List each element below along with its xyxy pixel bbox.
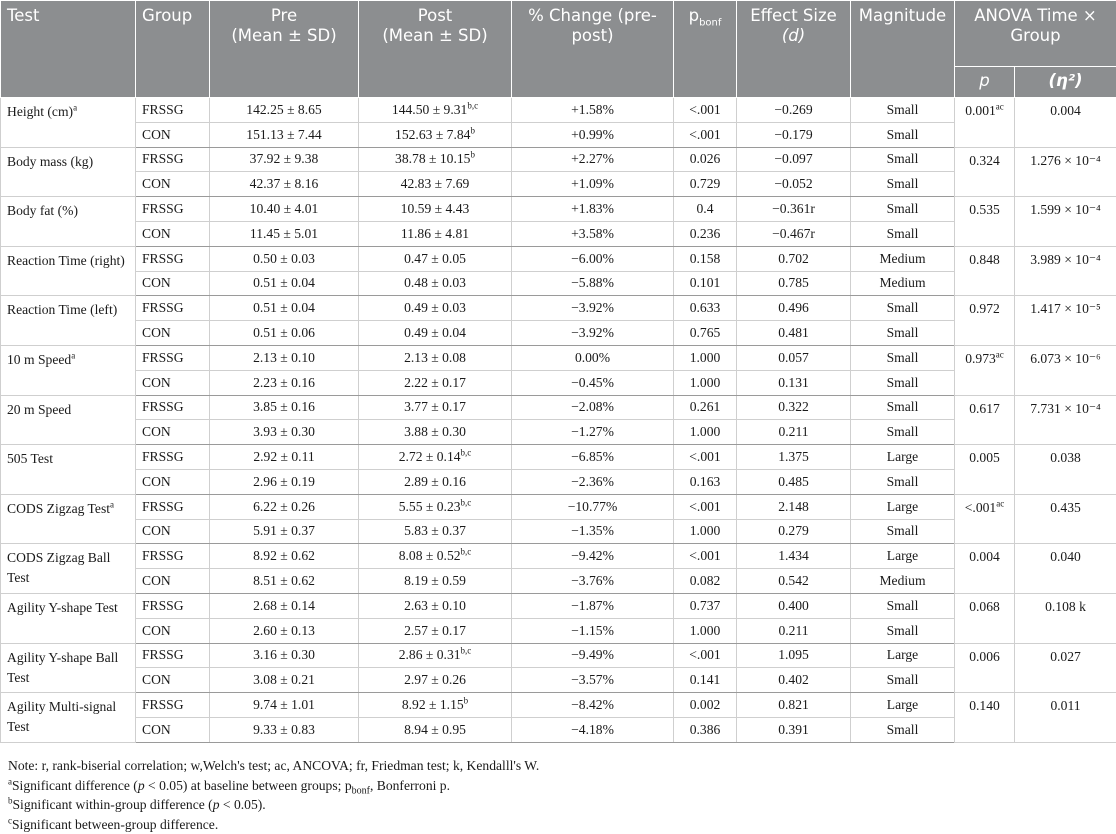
cell-group: CON <box>136 221 210 246</box>
cell-effect-size: 0.785 <box>737 271 851 296</box>
cell-change: −3.92% <box>512 296 674 321</box>
table-row <box>1 197 1116 222</box>
cell-group: FRSSG <box>136 345 210 370</box>
table-row <box>1 494 1116 519</box>
cell-magnitude: Small <box>851 98 955 123</box>
cell-anova-eta: 0.027 <box>1015 643 1116 693</box>
cell-pre: 0.50 ± 0.03 <box>210 246 359 271</box>
cell-anova-p: 0.001$^{ac}$ <box>955 98 1015 148</box>
cell-change: −1.15% <box>512 618 674 643</box>
cell-post: $2.86 \pm 0.31^{b,c}$ <box>359 643 512 668</box>
cell-pre: 2.68 ± 0.14 <box>210 593 359 618</box>
table-row <box>1 643 1116 668</box>
cell-group: FRSSG <box>136 643 210 668</box>
cell-change: −3.57% <box>512 668 674 693</box>
cell-magnitude: Small <box>851 519 955 544</box>
table-row <box>1 469 1116 494</box>
cell-magnitude: Small <box>851 395 955 420</box>
cell-pbonf: <.001 <box>674 494 737 519</box>
cell-pre: 0.51 ± 0.06 <box>210 321 359 346</box>
cell-pbonf: 1.000 <box>674 370 737 395</box>
cell-pbonf: <.001 <box>674 98 737 123</box>
cell-anova-p: 0.004 <box>955 544 1015 594</box>
cell-change: −8.42% <box>512 693 674 718</box>
cell-group: CON <box>136 717 210 742</box>
cell-test: Reaction Time (right) <box>1 246 136 296</box>
cell-magnitude: Large <box>851 693 955 718</box>
table-row <box>1 519 1116 544</box>
cell-effect-size: −0.179 <box>737 122 851 147</box>
cell-anova-eta: 1.417 × 10⁻⁵ <box>1015 296 1116 346</box>
cell-pbonf: <.001 <box>674 544 737 569</box>
cell-magnitude: Medium <box>851 246 955 271</box>
cell-pbonf: <.001 <box>674 445 737 470</box>
cell-pre: 2.23 ± 0.16 <box>210 370 359 395</box>
cell-pre: 9.33 ± 0.83 <box>210 717 359 742</box>
table-row <box>1 296 1116 321</box>
cell-pre: 9.74 ± 1.01 <box>210 693 359 718</box>
cell-post: 2.97 ± 0.26 <box>359 668 512 693</box>
cell-anova-p: 0.973$^{ac}$ <box>955 345 1015 395</box>
table-row <box>1 345 1116 370</box>
cell-pre: 3.93 ± 0.30 <box>210 420 359 445</box>
cell-group: CON <box>136 122 210 147</box>
cell-change: −1.35% <box>512 519 674 544</box>
table-row <box>1 147 1116 172</box>
cell-anova-p: 0.324 <box>955 147 1015 197</box>
cell-change: −2.08% <box>512 395 674 420</box>
cell-effect-size: −0.467r <box>737 221 851 246</box>
cell-group: FRSSG <box>136 494 210 519</box>
cell-anova-eta: 0.040 <box>1015 544 1116 594</box>
note-abbreviations: Note: r, rank-biserial correlation; w,Welch's test; ac, ANCOVA; fr, Friedman test; k, Kendalll's W. <box>8 758 540 773</box>
cell-post: 3.77 ± 0.17 <box>359 395 512 420</box>
cell-group: CON <box>136 519 210 544</box>
cell-test: Reaction Time (left) <box>1 296 136 346</box>
cell-test: CODS Zigzag Test$^a$ <box>1 494 136 544</box>
cell-magnitude: Small <box>851 122 955 147</box>
cell-anova-p: <.001$^{ac}$ <box>955 494 1015 544</box>
cell-pbonf: 0.082 <box>674 569 737 594</box>
note-b: $^b$Significant within-group difference (p < 0.05). <box>8 795 266 812</box>
cell-pre: 3.85 ± 0.16 <box>210 395 359 420</box>
cell-anova-p: 0.848 <box>955 246 1015 296</box>
cell-effect-size: −0.361r <box>737 197 851 222</box>
cell-effect-size: 2.148 <box>737 494 851 519</box>
cell-change: +1.58% <box>512 98 674 123</box>
cell-pbonf: <.001 <box>674 643 737 668</box>
cell-pre: 10.40 ± 4.01 <box>210 197 359 222</box>
cell-post: 11.86 ± 4.81 <box>359 221 512 246</box>
cell-change: −9.42% <box>512 544 674 569</box>
cell-test: Height (cm)$^a$ <box>1 98 136 148</box>
col-header-group: Group <box>136 1 210 98</box>
cell-post: 8.94 ± 0.95 <box>359 717 512 742</box>
cell-pre: 42.37 ± 8.16 <box>210 172 359 197</box>
cell-anova-eta: 0.004 <box>1015 98 1116 148</box>
cell-change: −0.45% <box>512 370 674 395</box>
cell-magnitude: Small <box>851 618 955 643</box>
cell-effect-size: 0.481 <box>737 321 851 346</box>
cell-pbonf: <.001 <box>674 122 737 147</box>
table-row <box>1 593 1116 618</box>
cell-pre: 2.96 ± 0.19 <box>210 469 359 494</box>
cell-pre: 5.91 ± 0.37 <box>210 519 359 544</box>
cell-change: −9.49% <box>512 643 674 668</box>
cell-pbonf: 0.101 <box>674 271 737 296</box>
cell-post: 10.59 ± 4.43 <box>359 197 512 222</box>
table-row <box>1 321 1116 346</box>
cell-magnitude: Small <box>851 668 955 693</box>
cell-anova-p: 0.068 <box>955 593 1015 643</box>
cell-pbonf: 0.633 <box>674 296 737 321</box>
table-row <box>1 618 1116 643</box>
cell-effect-size: 0.402 <box>737 668 851 693</box>
cell-group: FRSSG <box>136 544 210 569</box>
cell-post: 0.47 ± 0.05 <box>359 246 512 271</box>
cell-post: 8.92 ± 1.15$^b$ <box>359 693 512 718</box>
cell-pre: 3.16 ± 0.30 <box>210 643 359 668</box>
table-row <box>1 420 1116 445</box>
cell-group: FRSSG <box>136 147 210 172</box>
cell-effect-size: 0.400 <box>737 593 851 618</box>
cell-pre: 11.45 ± 5.01 <box>210 221 359 246</box>
cell-test: 20 m Speed <box>1 395 136 445</box>
cell-change: −5.88% <box>512 271 674 296</box>
note-a: $^a$Significant difference (p < 0.05) at baseline between groups; $p_{bonf}$, Bonferroni p. <box>8 775 451 797</box>
cell-post: 2.57 ± 0.17 <box>359 618 512 643</box>
cell-pbonf: 0.729 <box>674 172 737 197</box>
cell-effect-size: 0.391 <box>737 717 851 742</box>
cell-effect-size: 1.434 <box>737 544 851 569</box>
cell-effect-size: 0.211 <box>737 618 851 643</box>
cell-anova-eta: 6.073 × 10⁻⁶ <box>1015 345 1116 395</box>
cell-post: $8.08 \pm 0.52^{b,c}$ <box>359 544 512 569</box>
cell-effect-size: 0.211 <box>737 420 851 445</box>
cell-post: $2.72 \pm 0.14^{b,c}$ <box>359 445 512 470</box>
cell-anova-eta: 0.108 k <box>1015 593 1116 643</box>
cell-test: CODS Zigzag Ball Test <box>1 544 136 594</box>
table-row <box>1 569 1116 594</box>
cell-effect-size: −0.097 <box>737 147 851 172</box>
col-header-pre: Pre (Mean ± SD) <box>210 1 359 98</box>
cell-anova-p: 0.005 <box>955 445 1015 495</box>
cell-change: −4.18% <box>512 717 674 742</box>
cell-pbonf: 0.026 <box>674 147 737 172</box>
cell-effect-size: 1.095 <box>737 643 851 668</box>
cell-change: −10.77% <box>512 494 674 519</box>
col-header-anova-eta: (η²) <box>1015 67 1116 98</box>
cell-effect-size: 0.485 <box>737 469 851 494</box>
cell-anova-eta: 0.435 <box>1015 494 1116 544</box>
cell-change: −2.36% <box>512 469 674 494</box>
cell-anova-eta: 1.276 × 10⁻⁴ <box>1015 147 1116 197</box>
cell-post: 2.13 ± 0.08 <box>359 345 512 370</box>
cell-magnitude: Medium <box>851 271 955 296</box>
cell-post: 42.83 ± 7.69 <box>359 172 512 197</box>
cell-magnitude: Small <box>851 345 955 370</box>
cell-effect-size: 0.702 <box>737 246 851 271</box>
cell-group: CON <box>136 668 210 693</box>
col-header-magnitude: Magnitude <box>851 1 955 98</box>
table-row <box>1 271 1116 296</box>
cell-post: 0.49 ± 0.04 <box>359 321 512 346</box>
cell-pre: 142.25 ± 8.65 <box>210 98 359 123</box>
cell-anova-eta: 1.599 × 10⁻⁴ <box>1015 197 1116 247</box>
cell-magnitude: Small <box>851 593 955 618</box>
cell-pre: 0.51 ± 0.04 <box>210 271 359 296</box>
table-row <box>1 668 1116 693</box>
cell-pre: 0.51 ± 0.04 <box>210 296 359 321</box>
cell-group: FRSSG <box>136 395 210 420</box>
cell-group: FRSSG <box>136 246 210 271</box>
cell-post: 5.83 ± 0.37 <box>359 519 512 544</box>
table-row <box>1 544 1116 569</box>
cell-magnitude: Small <box>851 321 955 346</box>
cell-pbonf: 0.002 <box>674 693 737 718</box>
cell-effect-size: 0.322 <box>737 395 851 420</box>
cell-effect-size: 0.542 <box>737 569 851 594</box>
cell-pbonf: 0.141 <box>674 668 737 693</box>
cell-pre: 2.13 ± 0.10 <box>210 345 359 370</box>
cell-pbonf: 0.163 <box>674 469 737 494</box>
table-row <box>1 172 1116 197</box>
cell-anova-p: 0.535 <box>955 197 1015 247</box>
cell-magnitude: Small <box>851 147 955 172</box>
cell-pbonf: 0.4 <box>674 197 737 222</box>
cell-test: Agility Multi-signal Test <box>1 693 136 743</box>
cell-group: FRSSG <box>136 693 210 718</box>
cell-magnitude: Large <box>851 643 955 668</box>
cell-effect-size: 0.279 <box>737 519 851 544</box>
cell-magnitude: Large <box>851 544 955 569</box>
table-row <box>1 717 1116 742</box>
cell-pre: 2.92 ± 0.11 <box>210 445 359 470</box>
table-row <box>1 246 1116 271</box>
cell-test: Body mass (kg) <box>1 147 136 197</box>
cell-effect-size: 0.131 <box>737 370 851 395</box>
cell-change: +1.09% <box>512 172 674 197</box>
cell-change: −1.27% <box>512 420 674 445</box>
cell-pbonf: 0.158 <box>674 246 737 271</box>
col-header-anova: ANOVA Time × Group <box>955 1 1116 67</box>
cell-test: Agility Y-shape Ball Test <box>1 643 136 693</box>
table-row <box>1 98 1116 123</box>
cell-effect-size: 0.057 <box>737 345 851 370</box>
cell-group: FRSSG <box>136 296 210 321</box>
cell-test: 505 Test <box>1 445 136 495</box>
table-row <box>1 395 1116 420</box>
cell-magnitude: Small <box>851 221 955 246</box>
cell-group: CON <box>136 321 210 346</box>
cell-magnitude: Small <box>851 172 955 197</box>
cell-post: 8.19 ± 0.59 <box>359 569 512 594</box>
col-header-pbonf: $p_{bonf}$ <box>674 1 737 98</box>
cell-change: −1.87% <box>512 593 674 618</box>
cell-group: FRSSG <box>136 593 210 618</box>
cell-anova-eta: 0.038 <box>1015 445 1116 495</box>
cell-anova-eta: 3.989 × 10⁻⁴ <box>1015 246 1116 296</box>
cell-post: 2.63 ± 0.10 <box>359 593 512 618</box>
cell-pbonf: 0.261 <box>674 395 737 420</box>
cell-group: FRSSG <box>136 197 210 222</box>
cell-change: −3.92% <box>512 321 674 346</box>
cell-post: $5.55 \pm 0.23^{b,c}$ <box>359 494 512 519</box>
cell-post: $144.50 \pm 9.31^{b,c}$ <box>359 98 512 123</box>
cell-pbonf: 0.737 <box>674 593 737 618</box>
cell-pre: 3.08 ± 0.21 <box>210 668 359 693</box>
cell-group: CON <box>136 469 210 494</box>
col-header-anova-p: p <box>955 67 1015 98</box>
cell-test: Agility Y-shape Test <box>1 593 136 643</box>
cell-test: Body fat (%) <box>1 197 136 247</box>
cell-change: −3.76% <box>512 569 674 594</box>
table-row <box>1 370 1116 395</box>
cell-group: FRSSG <box>136 98 210 123</box>
cell-pre: 37.92 ± 9.38 <box>210 147 359 172</box>
cell-change: +1.83% <box>512 197 674 222</box>
cell-pre: 8.92 ± 0.62 <box>210 544 359 569</box>
cell-pbonf: 1.000 <box>674 618 737 643</box>
cell-pre: 2.60 ± 0.13 <box>210 618 359 643</box>
cell-post: 0.49 ± 0.03 <box>359 296 512 321</box>
cell-test: 10 m Speed$^a$ <box>1 345 136 395</box>
cell-pbonf: 1.000 <box>674 420 737 445</box>
cell-pbonf: 0.386 <box>674 717 737 742</box>
col-header-test: Test <box>1 1 136 98</box>
cell-anova-p: 0.140 <box>955 693 1015 743</box>
cell-magnitude: Small <box>851 370 955 395</box>
cell-pbonf: 1.000 <box>674 519 737 544</box>
cell-pbonf: 0.765 <box>674 321 737 346</box>
cell-pbonf: 1.000 <box>674 345 737 370</box>
cell-post: 38.78 ± 10.15$^b$ <box>359 147 512 172</box>
cell-anova-p: 0.972 <box>955 296 1015 346</box>
cell-change: −6.85% <box>512 445 674 470</box>
cell-group: FRSSG <box>136 445 210 470</box>
cell-post: 3.88 ± 0.30 <box>359 420 512 445</box>
note-c: $^c$Significant between-group difference. <box>8 814 219 832</box>
col-header-effect-size: Effect Size (d) <box>737 1 851 98</box>
cell-change: +3.58% <box>512 221 674 246</box>
cell-group: CON <box>136 271 210 296</box>
cell-group: CON <box>136 618 210 643</box>
cell-magnitude: Large <box>851 494 955 519</box>
cell-effect-size: 1.375 <box>737 445 851 470</box>
cell-magnitude: Small <box>851 296 955 321</box>
cell-magnitude: Large <box>851 445 955 470</box>
cell-effect-size: −0.269 <box>737 98 851 123</box>
col-header-post: Post (Mean ± SD) <box>359 1 512 98</box>
cell-pre: 6.22 ± 0.26 <box>210 494 359 519</box>
table-row <box>1 122 1116 147</box>
cell-magnitude: Small <box>851 420 955 445</box>
cell-anova-eta: 7.731 × 10⁻⁴ <box>1015 395 1116 445</box>
cell-pre: 8.51 ± 0.62 <box>210 569 359 594</box>
cell-magnitude: Small <box>851 717 955 742</box>
cell-magnitude: Small <box>851 197 955 222</box>
cell-change: 0.00% <box>512 345 674 370</box>
cell-change: +2.27% <box>512 147 674 172</box>
cell-magnitude: Medium <box>851 569 955 594</box>
cell-effect-size: 0.821 <box>737 693 851 718</box>
cell-group: CON <box>136 420 210 445</box>
cell-pbonf: 0.236 <box>674 221 737 246</box>
table-row <box>1 445 1116 470</box>
cell-effect-size: −0.052 <box>737 172 851 197</box>
cell-group: CON <box>136 172 210 197</box>
col-header-change: % Change (pre-post) <box>512 1 674 98</box>
cell-post: 2.89 ± 0.16 <box>359 469 512 494</box>
table-row <box>1 221 1116 246</box>
cell-anova-eta: 0.011 <box>1015 693 1116 743</box>
cell-anova-p: 0.006 <box>955 643 1015 693</box>
cell-magnitude: Small <box>851 469 955 494</box>
cell-change: +0.99% <box>512 122 674 147</box>
cell-change: −6.00% <box>512 246 674 271</box>
cell-post: 2.22 ± 0.17 <box>359 370 512 395</box>
cell-group: CON <box>136 370 210 395</box>
cell-anova-p: 0.617 <box>955 395 1015 445</box>
cell-post: 152.63 ± 7.84$^b$ <box>359 122 512 147</box>
cell-post: 0.48 ± 0.03 <box>359 271 512 296</box>
cell-group: CON <box>136 569 210 594</box>
cell-effect-size: 0.496 <box>737 296 851 321</box>
cell-pre: 151.13 ± 7.44 <box>210 122 359 147</box>
table-row <box>1 693 1116 718</box>
table-notes <box>8 756 1108 834</box>
